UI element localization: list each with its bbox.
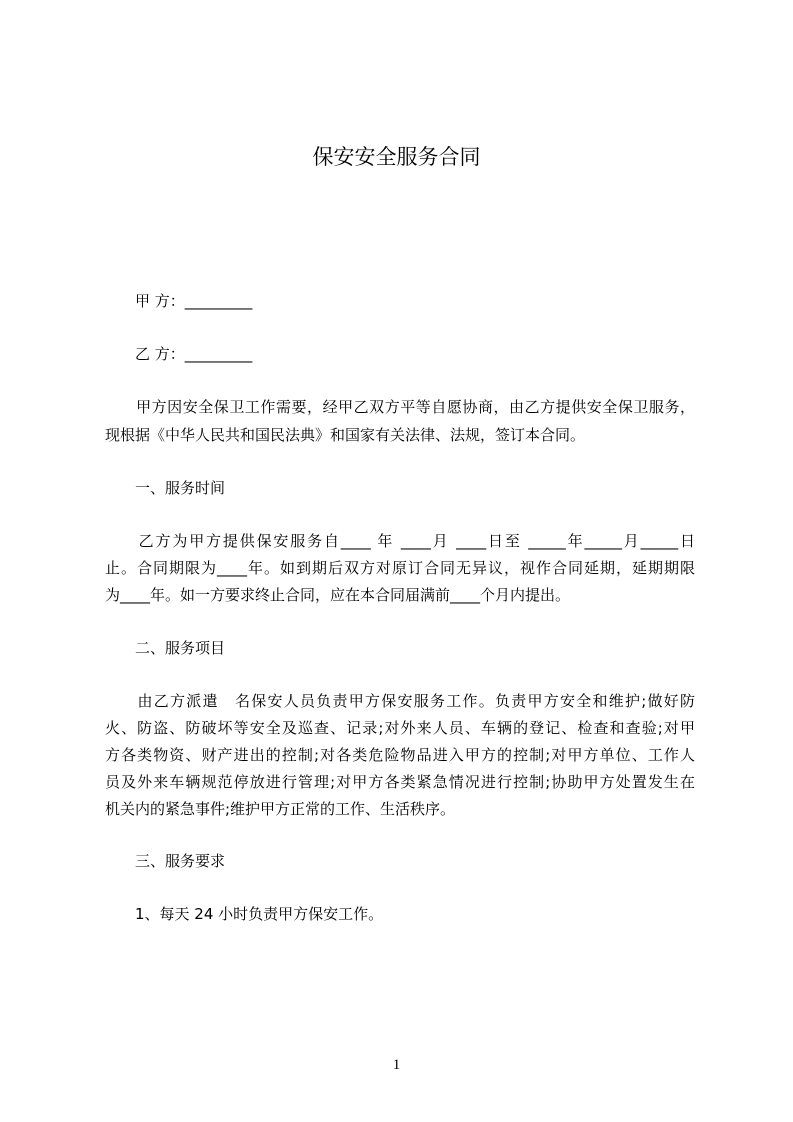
document-title: 保安安全服务合同 (312, 145, 481, 169)
intro-line-2: 现根据《中华人民共和国民法典》和国家有关法律、法规，签订本合同。 (105, 426, 586, 444)
section-2-line-1: 由乙方派遣 名保安人员负责甲方保安服务工作。负责甲方安全和维护;做好防 (105, 692, 695, 710)
section-1-heading: 一、服务时间 (135, 479, 226, 497)
intro-line-1: 甲方因安全保卫工作需要，经甲乙双方平等自愿协商，由乙方提供安全保卫服务， (105, 398, 695, 416)
party-a-line: 甲 方：_________ (135, 292, 253, 310)
section-2-line-3: 方各类物资、财产进出的控制;对各类危险物品进入甲方的控制;对甲方单位、工作人 (105, 746, 695, 764)
section-1-line-1: 乙方为甲方提供保安服务自____ 年 ____月 ____日至 _____年_____月_____日 (105, 532, 695, 550)
party-b-line: 乙 方：_________ (135, 345, 253, 363)
page-number: 1 (392, 1057, 401, 1073)
section-1-line-2: 止。合同期限为____年。如到期后双方对原订合同无异议，视作合同延期，延期期限 (105, 559, 695, 577)
section-2-line-2: 火、防盗、防破坏等安全及巡查、记录;对外来人员、车辆的登记、检查和查验;对甲 (105, 719, 695, 737)
section-3-item-1: 1、每天 24 小时负责甲方保安工作。 (135, 905, 384, 923)
section-3-heading: 三、服务要求 (135, 852, 226, 870)
section-2-heading: 二、服务项目 (135, 639, 226, 657)
section-2-line-5: 机关内的紧急事件;维护甲方正常的工作、生活秩序。 (105, 800, 456, 818)
section-1-line-3: 为____年。如一方要求终止合同，应在本合同届满前____个月内提出。 (105, 586, 571, 604)
section-2-line-4: 员及外来车辆规范停放进行管理;对甲方各类紧急情况进行控制;协助甲方处置发生在 (105, 773, 695, 791)
